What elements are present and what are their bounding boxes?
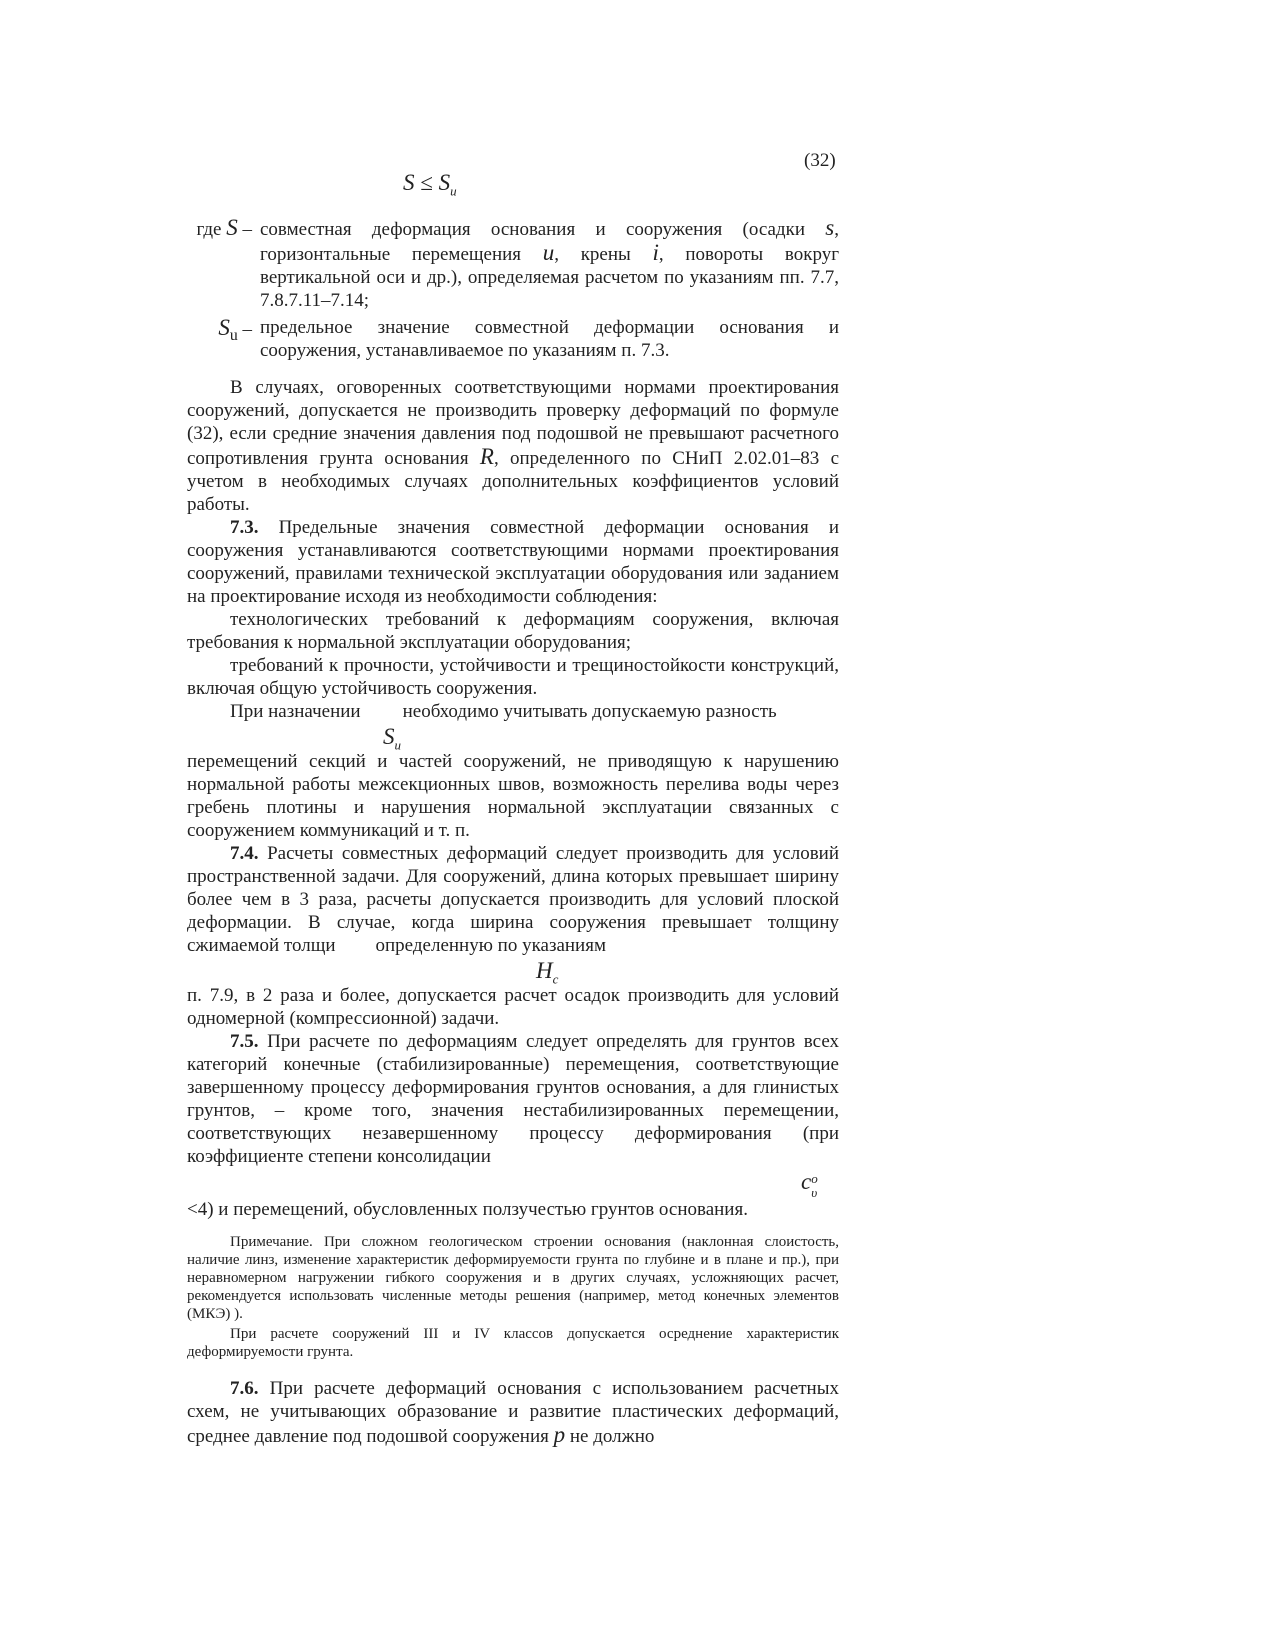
list-item-technological: технологических требований к деформациям сооружения, включая требования к нормальной эксплуатации оборудования;	[187, 609, 839, 653]
definition-symbol-su: S	[218, 315, 230, 340]
section-number-7-6: 7.6.	[230, 1378, 259, 1399]
symbol-s-lower: s	[825, 215, 835, 240]
paragraph-7-3-assignment: При назначении необходимо учитывать допускаемую разность	[230, 701, 777, 722]
symbol-i: i	[652, 240, 659, 265]
definition-s	[187, 216, 839, 312]
definition-su-text: предельное значение совместной деформации основания и сооружения, устанавливаемое по указаниям п. 7.3.	[260, 317, 839, 361]
paragraph-conditions: В случаях, оговоренных соответствующими нормами проектирования сооружений, допускается не производить проверку деформаций по формуле (32), если средние значения давления под подошвой не превышают расчетного сопротивления грунта основания R, определенного по СНиП 2.02.01–83 с учетом в необходимых случаях дополнительных коэффициентов условий работы.	[187, 377, 840, 515]
symbol-cv-block: c o υ	[801, 1169, 818, 1200]
section-number-7-4: 7.4.	[230, 843, 259, 864]
formula-32	[403, 170, 457, 205]
definition-lead: где	[196, 219, 222, 240]
document-body	[187, 216, 839, 1448]
paragraph-7-3-assignment-cont: перемещений секций и частей сооружений, не приводящую к нарушению нормальной работы межсекционных швов, возможность перелива воды через гребень плотины и нарушения нормальной эксплуатации связанных с сооружением коммуникаций и т. п.	[187, 751, 839, 841]
formula-rhs-subscript: u	[450, 183, 457, 199]
symbol-p: p	[553, 1422, 566, 1447]
symbol-su-block: $S_u$	[383, 724, 401, 753]
symbol-hc-block: $H_c$	[536, 958, 559, 987]
paragraph-7-6: 7.6. При расчете деформаций основания с использованием расчетных схем, не учитывающих образование и развитие пластических деформаций, среднее давление под подошвой сооружения p не должно	[187, 1378, 839, 1447]
formula-number: (32)	[804, 150, 836, 171]
paragraph-7-5-cont: <4) и перемещений, обусловленных ползучестью грунтов основания.	[187, 1199, 748, 1220]
note-2: При расчете сооружений III и IV классов допускается осреднение характеристик деформируемости грунта.	[187, 1326, 839, 1360]
symbol-u: u	[542, 240, 555, 265]
definition-su: $S_u$ – предельное значение совместной деформации основания и сооружения, устанавливаемое по указаниям п. 7.3.	[218, 315, 839, 361]
definition-dash: –	[242, 219, 252, 240]
definition-symbol-s: S	[226, 215, 238, 240]
paragraph-7-5: 7.5. При расчете по деформациям следует определять для грунтов всех категорий конечные (стабилизированные) перемещения, соответствующие завершенному процессу деформирования грунтов основания, а для глинистых грунтов, – кроме того, значения нестабилизированных перемещении, соответствующих незавершенному процессу деформирования (при коэффициенте степени консолидации	[187, 1031, 840, 1167]
paragraph-7-4: 7.4. Расчеты совместных деформаций следует производить для условий пространственной задачи. Для сооружений, длина которых превышает ширину более чем в 3 раза, расчеты допускается производить для условий плоской деформации. В случае, когда ширина сооружения превышает толщину сжимаемой толщи определенную по указаниям	[187, 843, 839, 956]
paragraph-7-3: 7.3. Предельные значения совместной деформации основания и сооружения устанавливаются соответствующими нормами проектирования сооружений, правилами технической эксплуатации оборудования или заданием на проектирование исходя из необходимости соблюдения:	[187, 517, 840, 607]
note-1: Примечание. При сложном геологическом строении основания (наклонная слоистость, наличие линз, изменение характеристик деформируемости грунта по глубине и в плане и пр.), при неравномерном нагружении гибкого сооружения и в других случаях, усложняющих расчет, рекомендуется использовать численные методы решения (например, метод конечных элементов (МКЭ) ).	[187, 1234, 839, 1322]
formula-lhs: S	[403, 170, 415, 195]
paragraph-7-4-cont: п. 7.9, в 2 раза и более, допускается расчет осадок производить для условий одномерной (компрессионной) задачи.	[187, 985, 839, 1029]
section-number-7-5: 7.5.	[230, 1031, 259, 1052]
formula-relation: ≤	[420, 170, 433, 195]
definition-s-text: совместная деформация основания и сооружения (осадки s, горизонтальные перемещения u, крены i, повороты вокруг вертикальной оси и др.), определяемая расчетом по указаниям пп. 7.7, 7.8.7.11–7.14;	[260, 215, 839, 311]
list-item-strength: требований к прочности, устойчивости и трещиностойкости конструкций, включая общую устойчивость сооружения.	[187, 655, 839, 699]
symbol-r: R	[479, 444, 494, 469]
section-number-7-3: 7.3.	[230, 517, 259, 538]
formula-rhs: S	[438, 170, 451, 195]
